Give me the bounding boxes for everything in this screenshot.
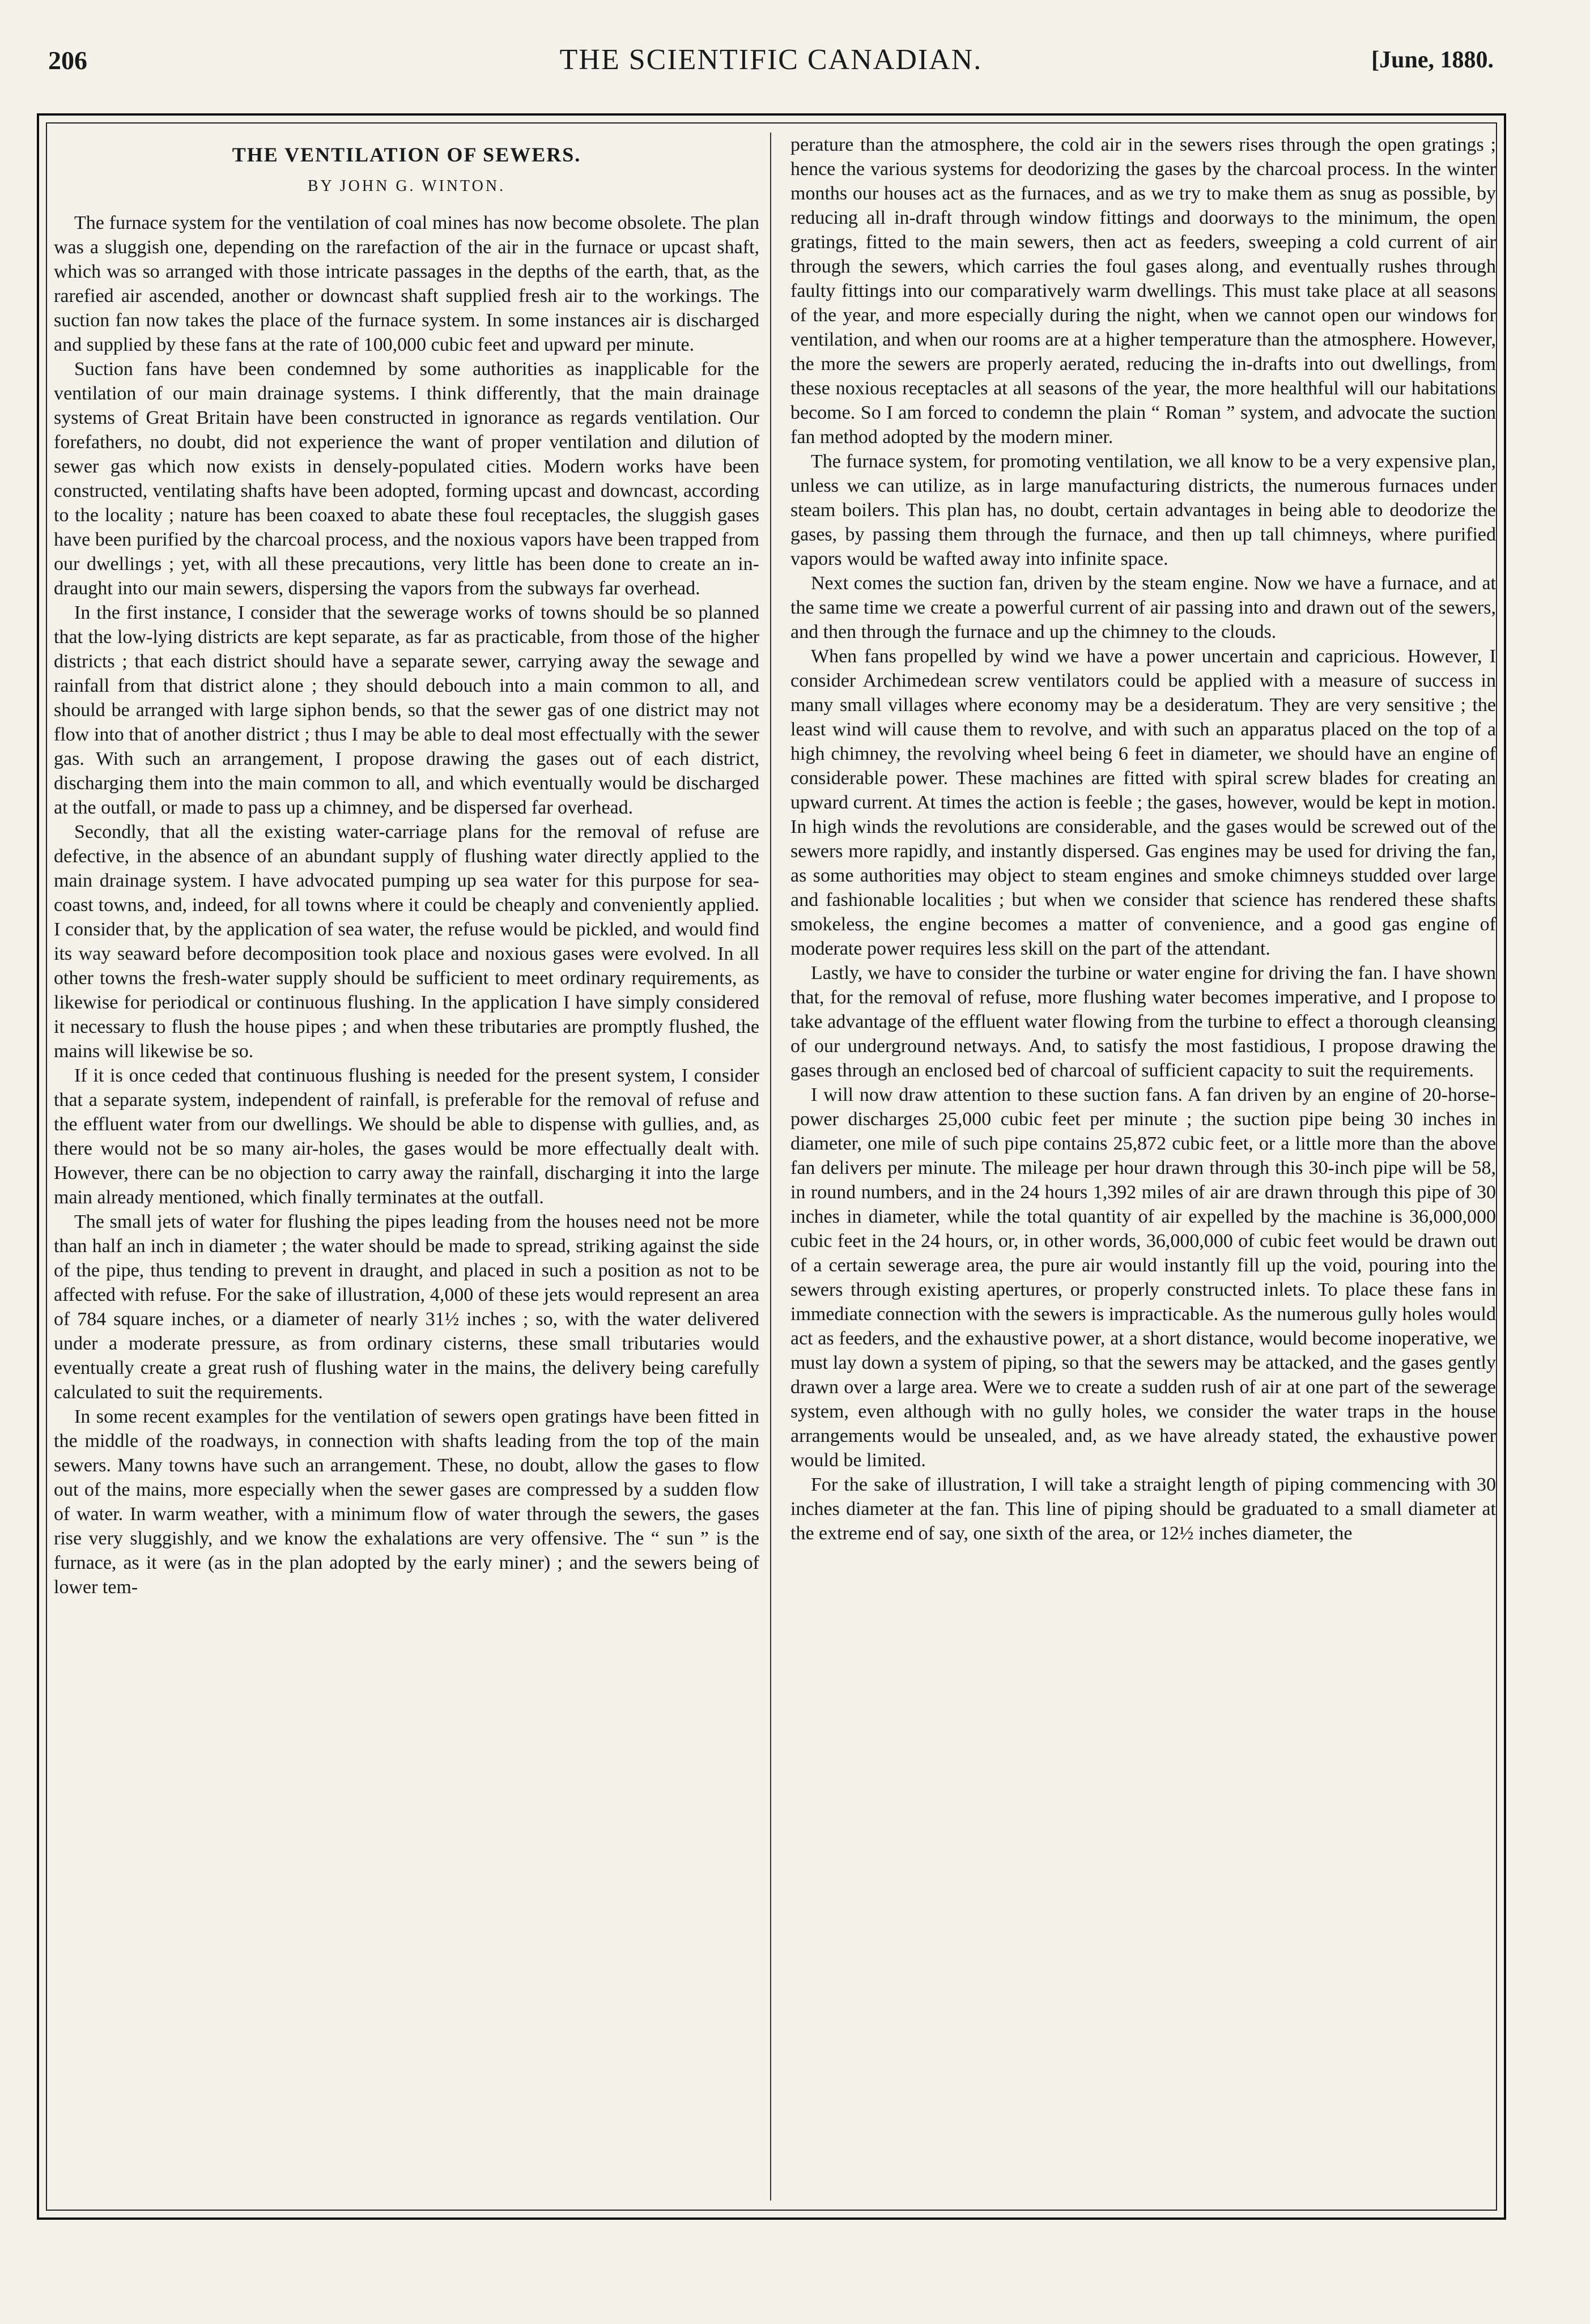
paragraph: Next comes the suction fan, driven by the steam engine. Now we have a furnace, and at the same time we create a powerful current of air passing into and drawn out of the sewers, and then through the furnace and up the chimney to the clouds. — [790, 573, 1496, 642]
paragraph: In the first instance, I consider that the sewerage works of towns should be so planned that the low-lying districts are kept separate, as far as practicable, from those of the higher districts ; that each district should have a separate sewer, carrying away the sewage and rainfall from that district alone ; they should debouch into a main common to all, and should be arranged with large siphon bends, so that the sewer gas of one district may not flow into that of another district ; thus I may be able to deal most effectually with the sewer gas. With such an arrangement, I propose drawing the gases out of each district, discharging them into the main common to all, and which eventually would be discharged at the outfall, or made to pass up a chimney, and be dispersed far overhead. — [54, 602, 759, 818]
article-title: THE VENTILATION OF SEWERS. — [232, 143, 581, 166]
paragraph: Secondly, that all the existing water-carriage plans for the removal of refuse are defective, in the absence of an abundant supply of flushing water directly applied to the main drainage system. I have advocated pumping up sea water for this purpose for sea-coast towns, and, indeed, for all towns where it could be cheaply and conveniently applied. I consider that, by the application of sea water, the refuse would be pickled, and would find its way seaward before decomposition took place and noxious gases were evolved. In all other towns the fresh-water supply should be sufficient to meet ordinary requirements, as likewise for periodical or continuous flushing. In the application I have simply considered it necessary to flush the house pipes ; and when these tributaries are promptly flushed, the mains will likewise be so. — [54, 822, 759, 1062]
paragraph: Lastly, we have to consider the turbine or water engine for driving the fan. I have shown that, for the removal of refuse, more flushing water becomes imperative, and I propose to take advantage of the effluent water flowing from the turbine to effect a thorough cleansing of our underground netways. And, to satisfy the most fastidious, I propose drawing the gases through an enclosed bed of charcoal of sufficient capacity to suit the requirements. — [790, 963, 1496, 1081]
left-column — [54, 133, 759, 2200]
paragraph-continued: perature than the atmosphere, the cold air in the sewers rises through the open gratings ; hence the various systems for deodorizing the gases by the charcoal process. In the winter months our houses act as the furnaces, and as we try to make them as snug as possible, by reducing all in-draft through window fittings and doorways to the minimum, the open gratings, fitted to the main sewers, then act as feeders, sweeping a cold current of air through the sewers, which carries the foul gases along, and eventually rushes through faulty fittings into our comparatively warm dwellings. This must take place at all seasons of the year, and more especially during the night, when we cannot open our windows for ventilation, and when our rooms are at a higher temperature than the atmosphere. However, the more the sewers are properly aerated, reducing the in-drafts into out dwellings, from these noxious receptacles at all seasons of the year, the more healthful will our habitations become. So I am forced to condemn the plain “ Roman ” system, and advocate the suction fan method adopted by the modern miner. — [790, 134, 1496, 448]
running-head — [48, 40, 1494, 79]
paragraph: In some recent examples for the ventilation of sewers open gratings have been fitted in the middle of the roadways, in connection with shafts leading from the top of the main sewers. Many towns have such an arrangement. These, no doubt, allow the gases to flow out of the mains, more especially when the sewer gases are compressed by a sudden flow of water. In warm weather, with a minimum flow of water through the sewers, the gases rise very sluggishly, and we know the exhalations are very offensive. The “ sun ” is the furnace, as it were (as in the plan adopted by the early miner) ; and the sewers being of lower tem- — [54, 1406, 759, 1598]
paragraph: The furnace system, for promoting ventilation, we all know to be a very expensive plan, unless we can utilize, as in large manufacturing districts, the numerous furnaces under steam boilers. This plan has, no doubt, certain advantages in being able to deodorize the gases, by passing them through the furnace, and then up tall chimneys, where purified vapors would be wafted away into infinite space. — [790, 451, 1496, 569]
right-column — [790, 133, 1496, 2200]
paragraph: For the sake of illustration, I will take a straight length of piping commencing with 30 inches diameter at the fan. This line of piping should be graduated to a small diameter at the extreme end of say, one sixth of the area, or 12½ inches diameter, the — [790, 1474, 1496, 1544]
page-number: 206 — [48, 46, 87, 75]
publication-title: THE SCIENTIFIC CANADIAN. — [559, 44, 983, 76]
page-frame — [37, 113, 1506, 2220]
paragraph: When fans propelled by wind we have a power uncertain and capricious. However, I consider Archimedean screw ventilators could be applied with a measure of success in many small villages where economy may be a desideratum. They are very sensitive ; the least wind will cause them to revolve, and with such an apparatus placed on the top of a high chimney, the revolving wheel being 6 feet in diameter, we should have an engine of considerable power. These machines are fitted with spiral screw blades for creating an upward current. At times the action is feeble ; the gases, however, would be kept in motion. In high winds the revolutions are considerable, and the gases would be screwed out of the sewers more rapidly, and instantly dispersed. Gas engines may be used for driving the fan, as some authorities may object to steam engines and smoke chimneys studded over large and fashionable localities ; but when we consider that science has rendered these shafts smokeless, the engine becomes a matter of convenience, and a good gas engine of moderate power requires less skill on the part of the attendant. — [790, 646, 1496, 959]
column-divider — [770, 133, 771, 2200]
issue-date: [June, 1880. — [1371, 47, 1494, 73]
paragraph: I will now draw attention to these suction fans. A fan driven by an engine of 20-horse-power discharges 25,000 cubic feet per minute ; the suction pipe being 30 inches in diameter, one mile of such pipe contains 25,872 cubic feet, or a little more than the above fan delivers per minute. The mileage per hour drawn through this 30-inch pipe will be 58, in round numbers, and in the 24 hours 1,392 miles of air are drawn through this pipe of 30 inches in diameter, while the total quantity of air expelled by the machine is 36,000,000 cubic feet in the 24 hours, or, in other words, 36,000,000 of cubic feet would be drawn out of a certain sewerage area, the pure air would instantly fill up the void, pouring into the sewers through existing apertures, or properly constructed inlets. To place these fans in immediate connection with the sewers is impracticable. As the numerous gully holes would act as feeders, and the exhaustive power, at a short distance, would become inoperative, we must lay down a system of piping, so that the sewers may be attacked, and the gases gently drawn over a large area. Were we to create a sudden rush of air at one part of the sewerage system, even although with no gully holes, we consider the water traps in the house arrangements would be unsealed, and, as we have already stated, the exhaustive power would be limited. — [790, 1084, 1496, 1471]
paragraph: If it is once ceded that continuous flushing is needed for the present system, I consider that a separate system, independent of rainfall, is preferable for the removal of refuse and the effluent water from our dwellings. We should be able to dispense with gullies, and, as there would not be so many air-holes, the gases would be more effectually dealt with. However, there can be no objection to carry away the rainfall, discharging it into the large main already mentioned, which finally terminates at the outfall. — [54, 1065, 759, 1208]
paragraph: The small jets of water for flushing the pipes leading from the houses need not be more than half an inch in diameter ; the water should be made to spread, striking against the side of the pipe, thus tending to prevent in draught, and placed in such a position as not to be affected with refuse. For the sake of illustration, 4,000 of these jets would represent an area of 784 square inches, or a diameter of nearly 31½ inches ; so, with the water delivered under a moderate pressure, as from ordinary cisterns, these small tributaries would eventually create a great rush of flushing water in the mains, the delivery being carefully calculated to suit the requirements. — [54, 1211, 759, 1403]
paragraph: The furnace system for the ventilation of coal mines has now become obsolete. The plan was a sluggish one, depending on the rarefaction of the air in the furnace or upcast shaft, which was so arranged with those intricate passages in the depths of the earth, that, as the rarefied air ascended, another or downcast shaft supplied fresh air to the workings. The suction fan now takes the place of the furnace system. In some instances air is discharged and supplied by these fans at the rate of 100,000 cubic feet and upward per minute. — [54, 212, 759, 355]
article-byline: BY JOHN G. WINTON. — [307, 177, 506, 195]
paragraph: Suction fans have been condemned by some authorities as inapplicable for the ventilation of our main drainage systems. I think differently, that the main drainage systems of Great Britain have been constructed in ignorance as regards ventilation. Our forefathers, no doubt, did not experience the want of proper ventilation and dilution of sewer gas which now exists in densely-populated cities. Modern works have been constructed, ventilating shafts have been adopted, forming upcast and downcast, according to the locality ; nature has been coaxed to abate these foul receptacles, the sluggish gases have been purified by the charcoal process, and the noxious vapors have been trapped from our dwellings ; yet, with all these precautions, very little has been done to create an in-draught into our main sewers, dispersing the vapors from the subways far overhead. — [54, 359, 759, 599]
